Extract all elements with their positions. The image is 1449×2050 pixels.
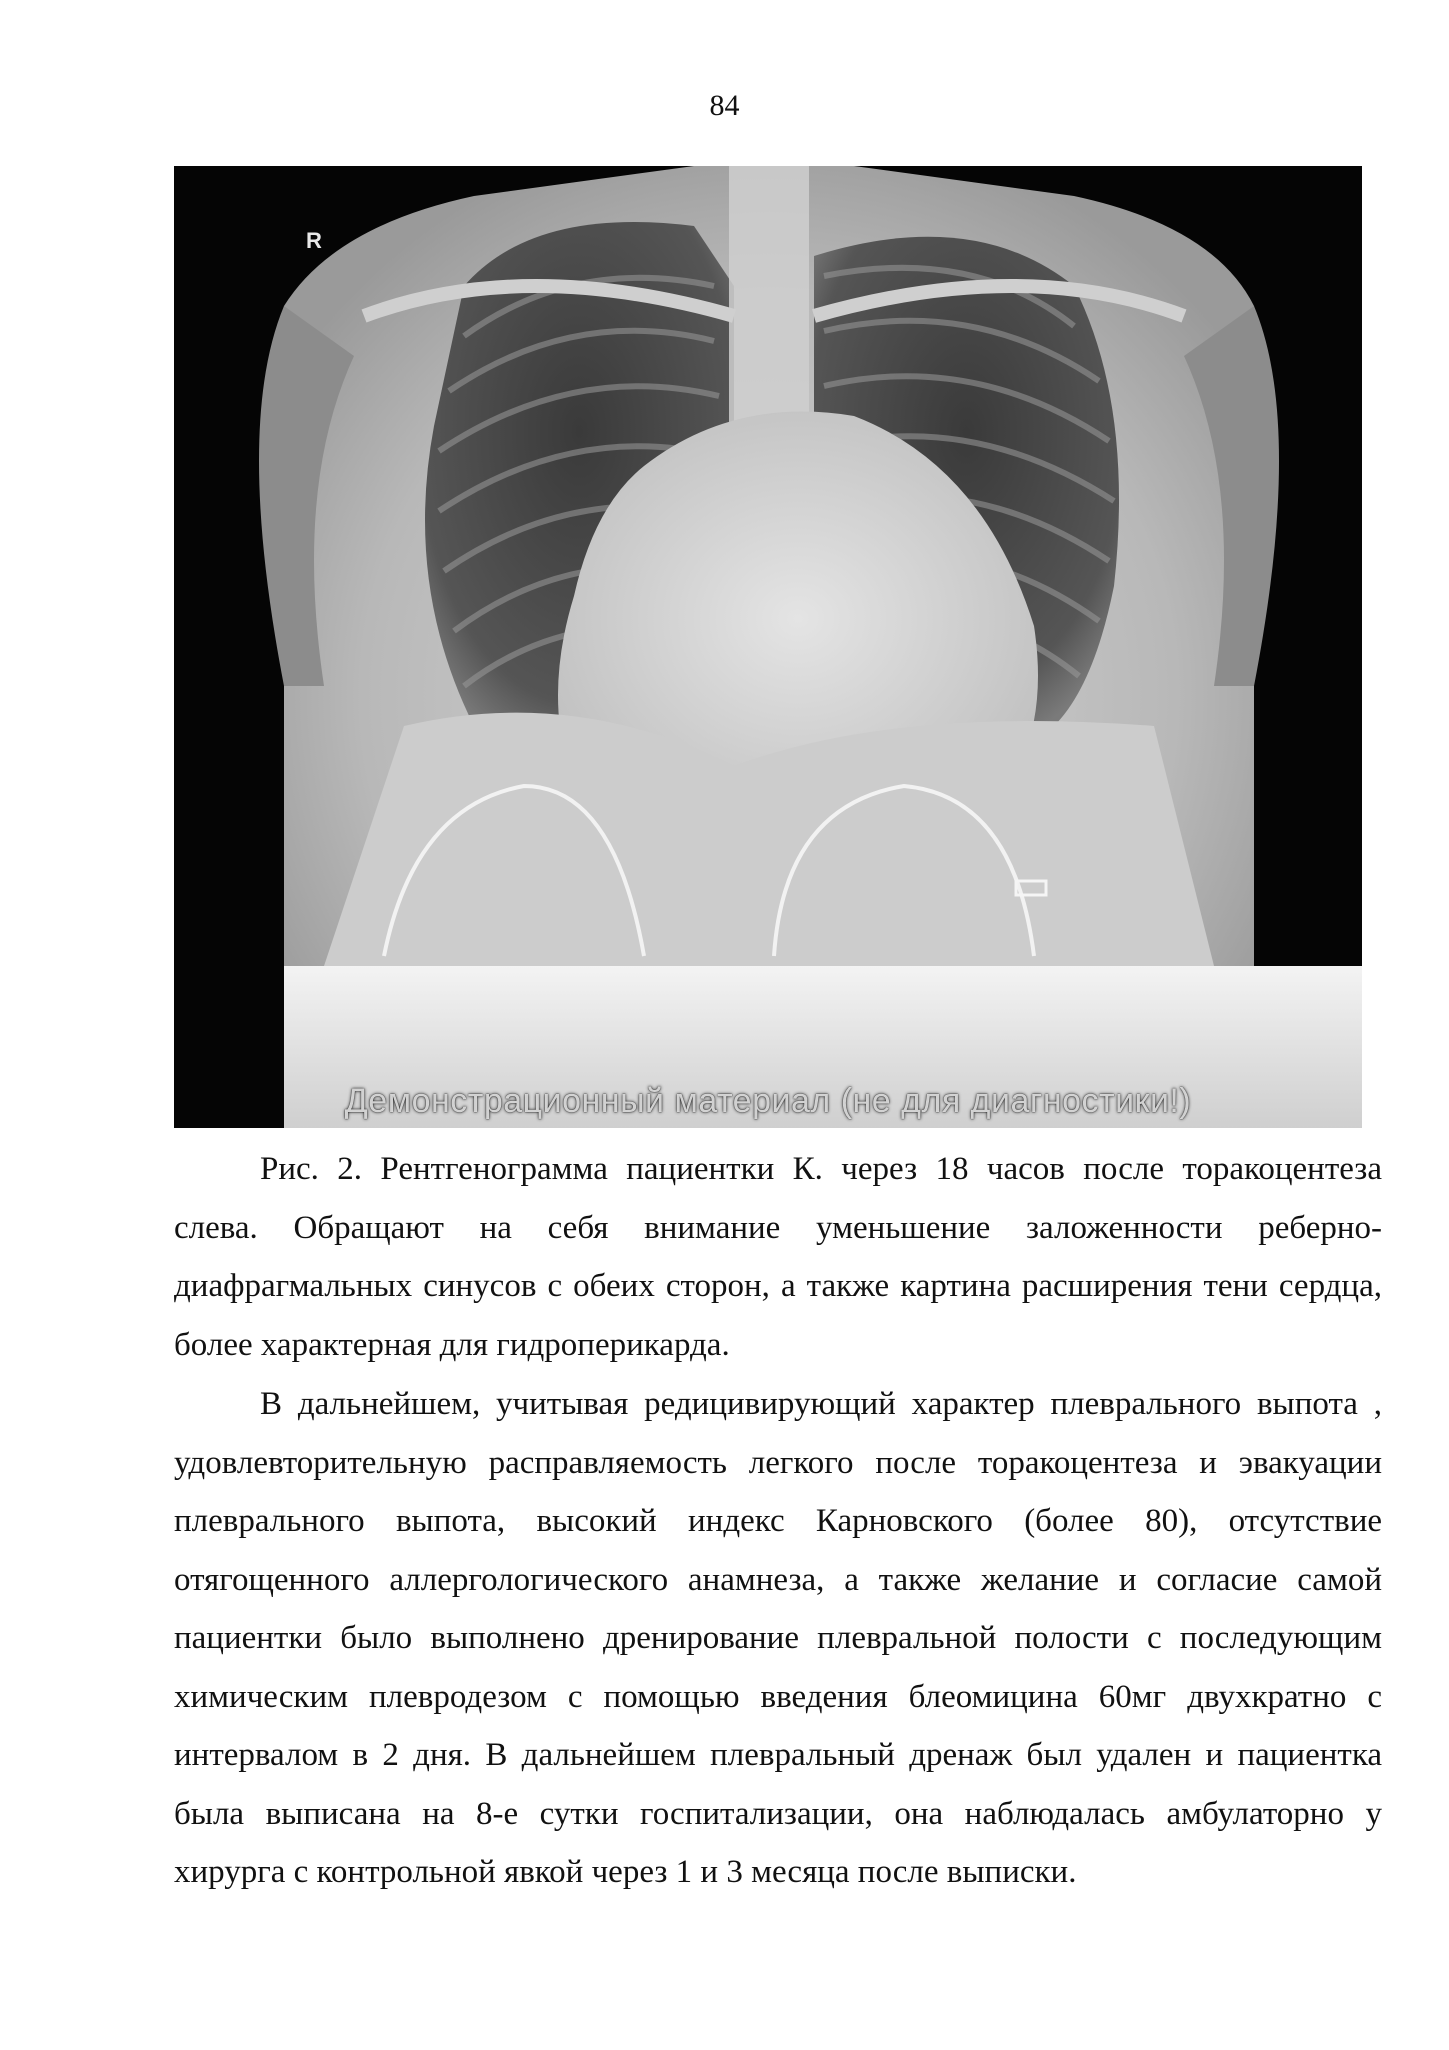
- caption-text: Рис. 2. Рентгенограмма пациентки К. через 18 часов после торакоцентеза слева. Обращают на себя внимание уменьшение заложенности реберно-диафрагмальных синусов с обеих сторон, а также картина расширения тени сердца, более характерная для гидроперикарда.: [174, 1151, 1382, 1363]
- body-text: [174, 1375, 1382, 1902]
- xray-graphic: [174, 166, 1362, 1128]
- chest-xray-image: [174, 166, 1362, 1128]
- body-paragraph: В дальнейшем, учитывая редицивирующий характер плеврального выпота , удовлевторительную расправляемость легкого после торакоцентеза и эвакуации плеврального выпота, высокий индекс Карновского (более 80), отсутствие отягощенного аллергологического анамнеза, а также желание и согласие самой пациентки было выполнено дренирование плевральной полости с последующим химическим плевродезом с помощью введения блеомицина 60мг двухкратно с интервалом в 2 дня. В дальнейшем плевральный дренаж был удален и пациентка была выписана на 8-е сутки госпитализации, она наблюдалась амбулаторно у хирурга с контрольной явкой через 1 и 3 месяца после выписки.: [174, 1386, 1382, 1890]
- watermark-text: Демонстрационный материал (не для диагностики!): [344, 1082, 1192, 1120]
- figure-caption: [174, 1140, 1382, 1374]
- page-number: 84: [709, 89, 740, 122]
- side-marker: R: [306, 228, 322, 253]
